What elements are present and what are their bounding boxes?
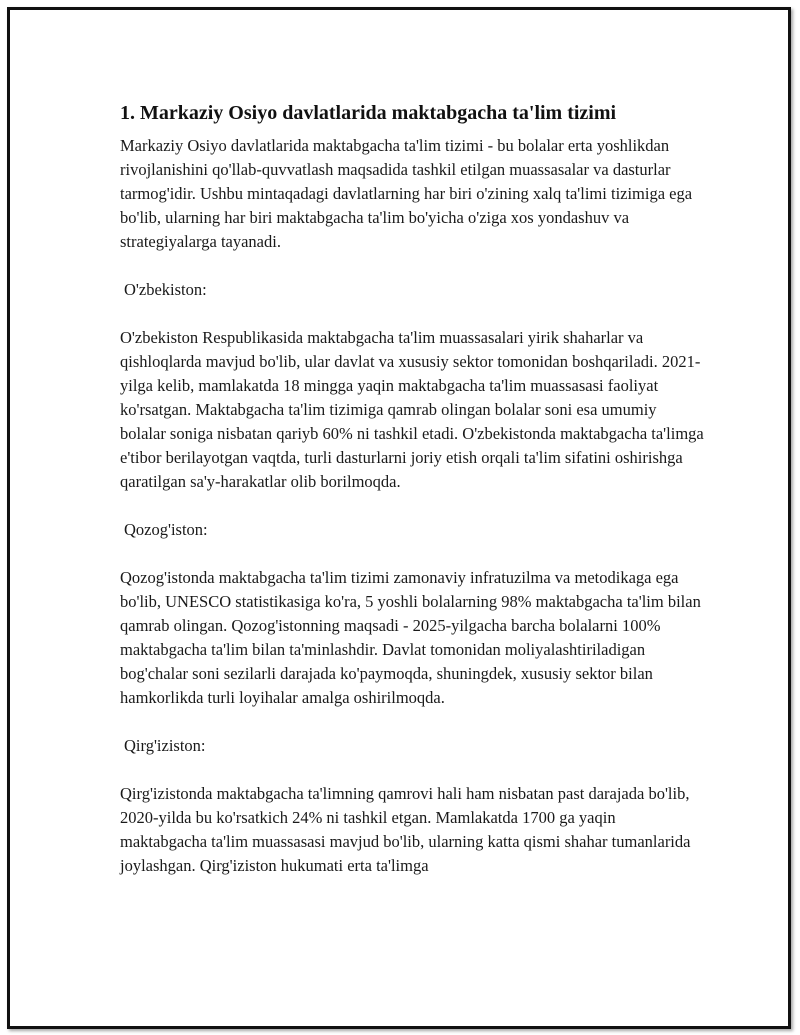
spacer — [120, 302, 705, 326]
section-heading-uzbekistan: O'zbekiston: — [124, 280, 207, 299]
section-paragraph-kazakhstan: Qozog'istonda maktabgacha ta'lim tizimi zamonaviy infratuzilma va metodikaga ega bo'lib, UNESCO statistikasiga ko'ra, 5 yoshli bolalarning 98% maktabgacha ta'lim bilan qamrab olingan. Qozog'istonning maqsadi - 2025-yilgacha barcha bolalarni 100% maktabgacha ta'lim bilan ta'minlashdir. Davlat tomonidan moliyalashtiriladigan bog'chalar soni sezilarli darajada ko'paymoqda, shuningdek, xususiy sektor bilan hamkorlikda turli loyihalar amalga oshirilmoqda. — [120, 568, 701, 707]
section-paragraph-uzbekistan: O'zbekiston Respublikasida maktabgacha ta'lim muassasalari yirik shaharlar va qishloqlarda mavjud bo'lib, ular davlat va xususiy sektor tomonidan boshqariladi. 2021-yilga kelib, mamlakatda 18 mingga yaqin maktabgacha ta'lim muassasasi faoliyat ko'rsatgan. Maktabgacha ta'lim tizimiga qamrab olingan bolalar soni esa umumiy bolalar soniga nisbatan qariyb 60% ni tashkil etadi. O'zbekistonda maktabgacha ta'limga e'tibor berilayotgan vaqtda, turli dasturlarni joriy etish orqali ta'lim sifatini oshirishga qaratilgan sa'y-harakatlar olib borilmoqda. — [120, 328, 704, 491]
spacer — [120, 494, 705, 518]
document-body — [120, 100, 705, 878]
spacer — [120, 542, 705, 566]
spacer — [120, 710, 705, 734]
spacer — [120, 758, 705, 782]
section-heading-kyrgyzstan: Qirg'iziston: — [124, 736, 206, 755]
section-heading-kazakhstan: Qozog'iston: — [124, 520, 208, 539]
spacer — [120, 254, 705, 278]
page-frame — [7, 7, 791, 1029]
section-paragraph-kyrgyzstan: Qirg'izistonda maktabgacha ta'limning qamrovi hali ham nisbatan past darajada bo'lib, 2020-yilda bu ko'rsatkich 24% ni tashkil etgan. Mamlakatda 1700 ga yaqin maktabgacha ta'lim muassasasi mavjud bo'lib, ularning katta qismi shahar tumanlarida joylashgan. Qirg'iziston hukumati erta ta'limga — [120, 784, 691, 875]
intro-paragraph: Markaziy Osiyo davlatlarida maktabgacha ta'lim tizimi - bu bolalar erta yoshlikdan rivojlanishini qo'llab-quvvatlash maqsadida tashkil etilgan muassasalar va dasturlar tarmog'idir. Ushbu mintaqadagi davlatlarning har biri o'zining xalq ta'limi tizimiga ega bo'lib, ularning har biri maktabgacha ta'lim bo'yicha o'ziga xos yondashuv va strategiyalarga tayanadi. — [120, 136, 693, 251]
document-title: 1. Markaziy Osiyo davlatlarida maktabgacha ta'lim tizimi — [120, 102, 617, 124]
